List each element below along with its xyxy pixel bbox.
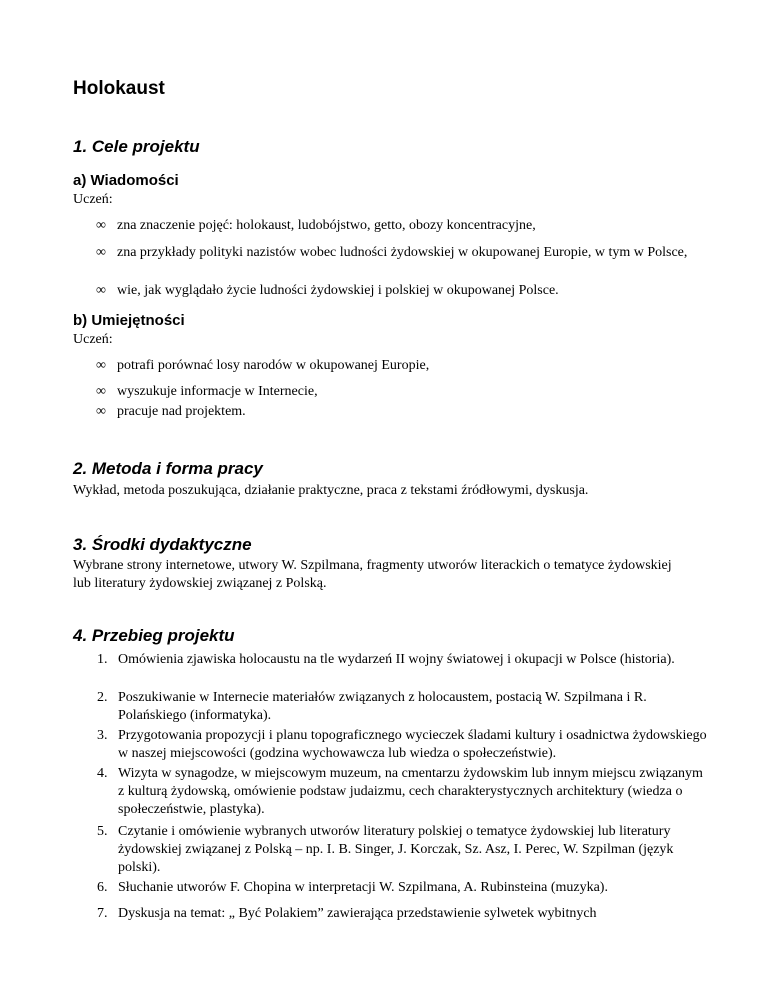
section-3-heading: 3. Środki dydaktyczne <box>73 535 252 554</box>
section-2-text: Wykład, metoda poszukująca, działanie praktyczne, praca z tekstami źródłowymi, dyskusja. <box>73 483 589 498</box>
list-item <box>96 282 696 300</box>
list-item <box>97 689 707 725</box>
item-number: 5. <box>97 824 108 839</box>
section-2-heading: 2. Metoda i forma pracy <box>73 459 263 478</box>
item-number: 2. <box>97 690 108 705</box>
list-item-text: Poszukiwanie w Internecie materiałów związanych z holocaustem, postacią W. Szpilmana i R. Polańskiego (informatyka). <box>118 690 647 723</box>
list-item-text: zna znaczenie pojęć: holokaust, ludobójstwo, getto, obozy koncentracyjne, <box>117 218 536 233</box>
subsection-b-lead: Uczeń: <box>73 332 113 347</box>
item-number: 3. <box>97 728 108 743</box>
list-item-text: wyszukuje informacje w Internecie, <box>117 384 318 399</box>
list-item-text: Dyskusja na temat: „ Być Polakiem” zawierająca przedstawienie sylwetek wybitnych <box>118 906 597 921</box>
subsection-a-heading: a) Wiadomości <box>73 172 179 189</box>
list-item <box>96 357 696 375</box>
list-item <box>96 244 696 262</box>
bullet-icon: ∞ <box>96 218 106 233</box>
bullet-icon: ∞ <box>96 358 106 373</box>
list-item <box>97 905 707 923</box>
list-item-text: Słuchanie utworów F. Chopina w interpretacji W. Szpilmana, A. Rubinsteina (muzyka). <box>118 880 608 895</box>
list-item-text: pracuje nad projektem. <box>117 404 246 419</box>
bullet-icon: ∞ <box>96 245 106 260</box>
list-item-text: Wizyta w synagodze, w miejscowym muzeum, na cmentarzu żydowskim lub innym miejscu związanym z kulturą żydowską, omówienie podstaw judaizmu, cech charakterystycznych architektury (wiedza o społeczeństwie, plastyka). <box>118 766 703 817</box>
bullet-icon: ∞ <box>96 404 106 419</box>
list-item-text: Czytanie i omówienie wybranych utworów literatury polskiej o tematyce żydowskiej lub literatury żydowskiej związanej z Polską – np. I. B. Singer, J. Korczak, Sz. Asz, I. Perec, W. Szpilman (język polski). <box>118 824 674 875</box>
list-item <box>97 823 707 877</box>
section-1-heading: 1. Cele projektu <box>73 137 200 156</box>
subsection-b-heading: b) Umiejętności <box>73 312 185 329</box>
list-item <box>97 879 707 897</box>
list-item-text: potrafi porównać losy narodów w okupowanej Europie, <box>117 358 430 373</box>
item-number: 6. <box>97 880 108 895</box>
list-item-text: Przygotowania propozycji i planu topograficznego wycieczek śladami kultury i osadnictwa żydowskiego w naszej miejscowości (godzina wychowawcza lub wiedza o społeczeństwie). <box>118 728 707 761</box>
item-number: 1. <box>97 652 108 667</box>
bullet-icon: ∞ <box>96 283 106 298</box>
list-item <box>97 727 707 763</box>
item-number: 4. <box>97 766 108 781</box>
bullet-icon: ∞ <box>96 384 106 399</box>
section-4-heading: 4. Przebieg projektu <box>73 626 235 645</box>
list-item-text: Omówienia zjawiska holocaustu na tle wydarzeń II wojny światowej i okupacji w Polsce (historia). <box>118 652 675 667</box>
list-item <box>97 765 707 819</box>
list-item <box>96 403 696 421</box>
subsection-a-lead: Uczeń: <box>73 192 113 207</box>
item-number: 7. <box>97 906 108 921</box>
list-item <box>96 217 696 235</box>
list-item <box>97 651 707 669</box>
list-item <box>96 383 696 401</box>
page-title: Holokaust <box>73 78 165 99</box>
list-item-text: zna przykłady polityki nazistów wobec ludności żydowskiej w okupowanej Europie, w tym w Polsce, <box>117 245 688 260</box>
section-3-text: Wybrane strony internetowe, utwory W. Szpilmana, fragmenty utworów literackich o tematyce żydowskiej lub literatury żydowskiej związanej z Polską. <box>73 558 672 591</box>
list-item-text: wie, jak wyglądało życie ludności żydowskiej i polskiej w okupowanej Polsce. <box>117 283 559 298</box>
